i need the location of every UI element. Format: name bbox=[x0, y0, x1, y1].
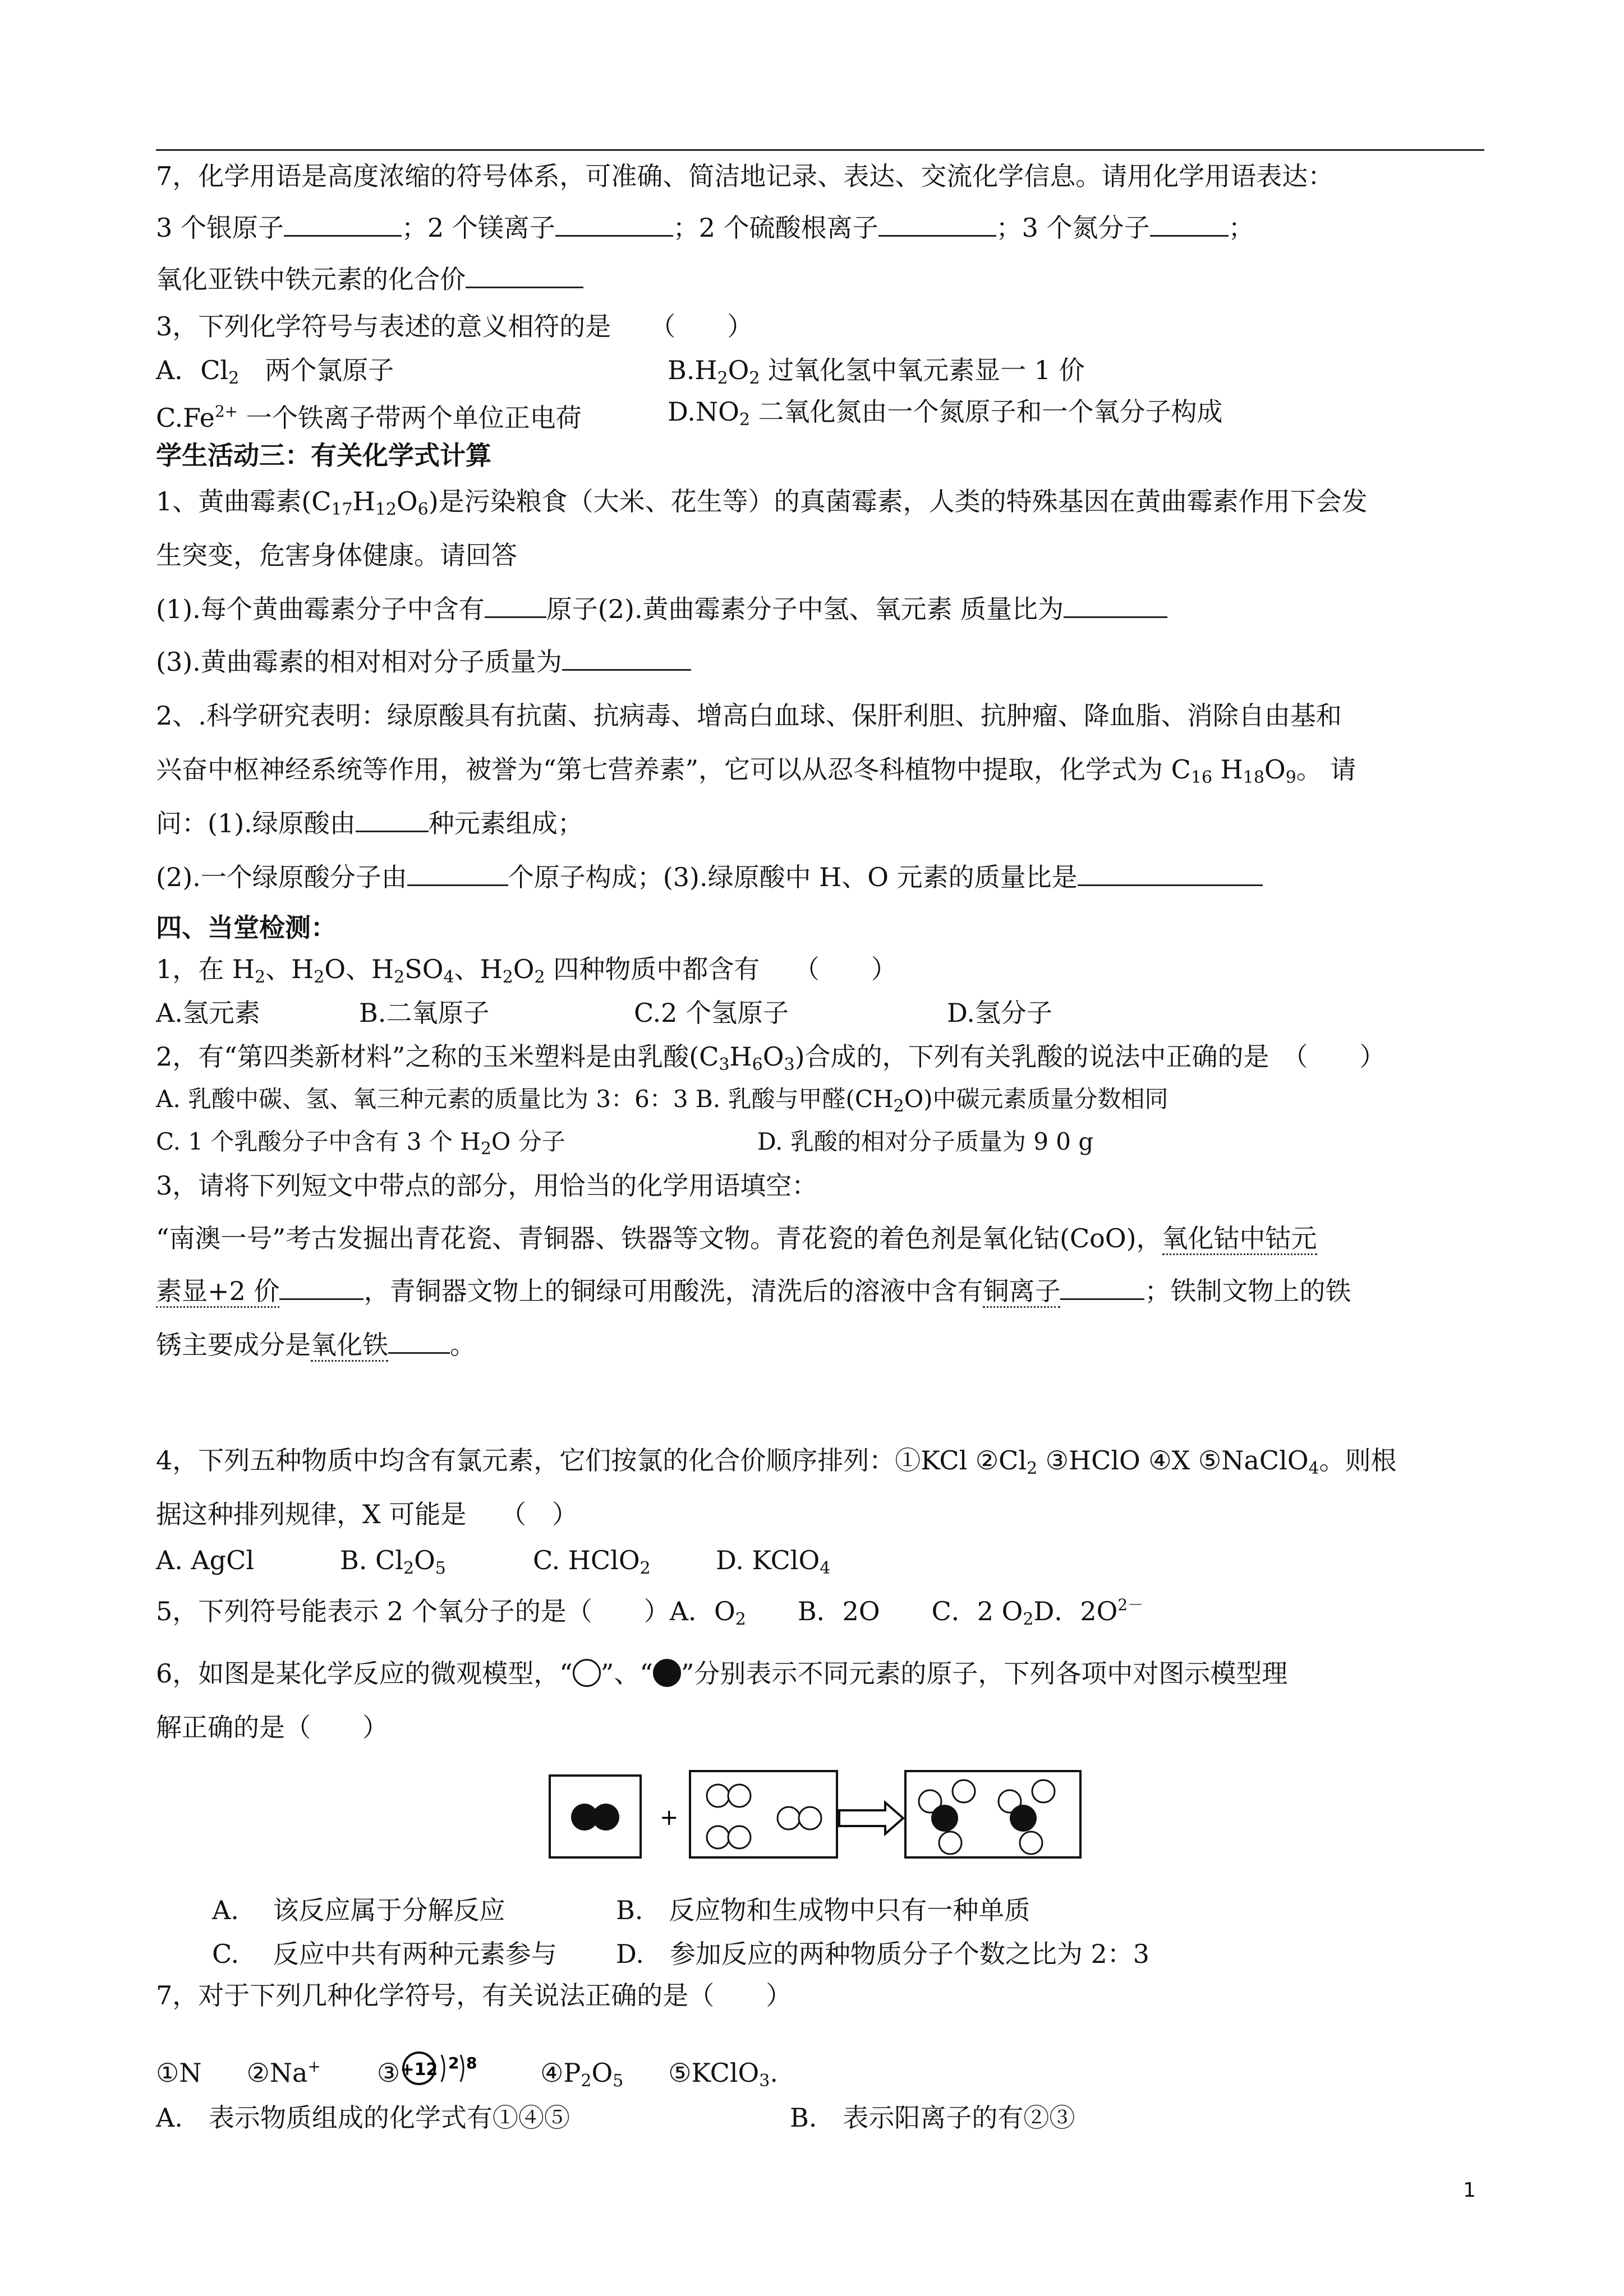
open-atom bbox=[799, 1807, 821, 1829]
text-line: 3，下列化学符号与表述的意义相符的是 （ ） bbox=[156, 311, 753, 342]
text-line: 问：(1).绿原酸由 种元素组成； bbox=[156, 808, 583, 838]
text-line: 1，在 $H_2$、$H_2O$、$H_2SO_4$、$H_2O_2$ 四种物质中都含有 （ ） bbox=[156, 954, 897, 987]
header-rule bbox=[156, 149, 1484, 151]
text-line: $C.Fe^{2+}$ 一个铁离子带两个单位正电荷 bbox=[156, 402, 582, 433]
open-atom bbox=[1020, 1832, 1042, 1854]
text-line: 生突变，危害身体健康。请回答 bbox=[156, 540, 517, 570]
option-line: C. HClO$_2$ bbox=[533, 1545, 651, 1578]
text-line: 素显+2 价 ，青铜器文物上的铜绿可用酸洗，清洗后的溶液中含有铜离子 ；铁制文物上的铁 bbox=[156, 1275, 1351, 1307]
section-title: 四、当堂检测： bbox=[156, 912, 337, 943]
option-line: B. 表示阳离子的有②③ bbox=[790, 2103, 1075, 2133]
text-line: 1、黄曲霉素$(C_{17}H_{12}O_6)$是污染粮食（大米、花生等）的真菌霉素，人类的特殊基因在黄曲霉素作用下会发 bbox=[156, 486, 1368, 519]
text-line: ①N ②Na+ ③ +12 2 8 $④P_2O_5$ ⑤KClO$_3$. bbox=[156, 2048, 778, 2097]
option-line: A. AgCl bbox=[156, 1545, 255, 1575]
option-line: B. $Cl_2O_5$ bbox=[340, 1545, 446, 1578]
open-atom bbox=[1032, 1780, 1055, 1802]
text-line: “南澳一号”考古发掘出青花瓷、青铜器、铁器等文物。青花瓷的着色剂是氧化钴(CoO)，氧化钴中钴元 bbox=[156, 1223, 1317, 1254]
filled-atom bbox=[1010, 1805, 1037, 1832]
option-line: A. 该反应属于分解反应 bbox=[212, 1895, 505, 1925]
text-line: 氧化亚铁中铁元素的化合价 bbox=[156, 264, 583, 295]
option-line: D.氢分子 bbox=[947, 998, 1052, 1028]
text-line: 3，请将下列短文中带点的部分，用恰当的化学用语填空： bbox=[156, 1170, 818, 1201]
option-line: C.2 个氢原子 bbox=[634, 998, 789, 1028]
answer-blank[interactable] bbox=[1060, 1276, 1144, 1300]
open-atom bbox=[707, 1826, 729, 1848]
option-line: B. 反应物和生成物中只有一种单质 bbox=[616, 1895, 1030, 1925]
svg-text:8: 8 bbox=[466, 2054, 477, 2072]
text-line: $B.H_2O_2$ 过氧化氢中氧元素显一 1 价 bbox=[668, 355, 1085, 388]
page-number: 1 bbox=[1463, 2179, 1476, 2202]
answer-blank[interactable] bbox=[562, 647, 691, 671]
text-line: 解正确的是（ ） bbox=[156, 1712, 388, 1742]
text-line: 2，有“第四类新材料”之称的玉米塑料是由乳酸$(C_3H_6O_3)$合成的，下列有关乳酸的说法中正确的是 （ ） bbox=[156, 1041, 1386, 1075]
answer-blank[interactable] bbox=[284, 213, 402, 237]
open-atom bbox=[953, 1780, 975, 1802]
answer-blank[interactable] bbox=[485, 594, 546, 618]
open-atom bbox=[728, 1826, 751, 1848]
option-line: D. 参加反应的两种物质分子个数之比为 2：3 bbox=[616, 1939, 1150, 1969]
plus-sign: + bbox=[660, 1805, 679, 1831]
reaction-arrow bbox=[839, 1802, 903, 1834]
product-box bbox=[905, 1771, 1080, 1857]
option-line: D. KClO$_4$ bbox=[716, 1545, 831, 1578]
option-line: A.氢元素 bbox=[156, 998, 260, 1028]
reaction-model-diagram bbox=[549, 1767, 1098, 1862]
text-line: C. 1 个乳酸分子中含有 3 个 $H_2O$ 分子 bbox=[156, 1128, 565, 1159]
filled-atom-icon bbox=[653, 1659, 681, 1687]
text-line: 6，如图是某化学反应的微观模型，“ ”、“ ”分别表示不同元素的原子，下列各项中对图示模型理 bbox=[156, 1658, 1288, 1689]
text-line: 7，化学用语是高度浓缩的符号体系，可准确、简洁地记录、表达、交流化学信息。请用化学用语表达： bbox=[156, 161, 1334, 191]
text-line: $D.NO_2$ 二氧化氮由一个氮原子和一个氧分子构成 bbox=[668, 397, 1223, 430]
text-line: 据这种排列规律，X 可能是 （ ） bbox=[156, 1499, 578, 1529]
svg-text:2: 2 bbox=[448, 2054, 459, 2072]
text-line: A．$Cl_2$ 两个氯原子 bbox=[156, 355, 394, 388]
text-line: 3 个银原子 ；2 个镁离子 ；2 个硫酸根离子 ；3 个氮分子 ； bbox=[156, 213, 1254, 243]
filled-atom bbox=[592, 1804, 619, 1831]
open-atom bbox=[778, 1807, 800, 1829]
text-line: 7，对于下列几种化学符号，有关说法正确的是（ ） bbox=[156, 1980, 792, 2011]
text-line: 4，下列五种物质中均含有氯元素，它们按氯的化合价顺序排列：①KCl $②Cl_2$ ③HClO ④X ⑤NaClO$_4$。则根 bbox=[156, 1445, 1397, 1478]
open-atom bbox=[728, 1785, 751, 1807]
answer-blank[interactable] bbox=[388, 1330, 450, 1354]
text-line: 5，下列符号能表示 2 个氧分子的是（ ）A．$O_2$ B．2O C．2 $O_2D$．$2O^{2-}$ bbox=[156, 1596, 1144, 1629]
open-atom-icon bbox=[573, 1659, 601, 1687]
svg-text:+12: +12 bbox=[400, 2060, 438, 2080]
option-line: B.二氧原子 bbox=[359, 998, 490, 1028]
answer-blank[interactable] bbox=[1150, 213, 1229, 237]
text-line: D. 乳酸的相对分子质量为 9 0 g bbox=[757, 1128, 1094, 1155]
open-atom bbox=[707, 1785, 729, 1807]
answer-blank[interactable] bbox=[1064, 594, 1167, 618]
text-line: 2、.科学研究表明：绿原酸具有抗菌、抗病毒、增高白血球、保肝利胆、抗肿瘤、降血脂、消除自由基和 bbox=[156, 700, 1342, 731]
answer-blank[interactable] bbox=[1078, 862, 1263, 886]
option-line: C. 反应中共有两种元素参与 bbox=[212, 1939, 557, 1969]
atom-structure-icon bbox=[400, 2048, 479, 2090]
answer-blank[interactable] bbox=[878, 213, 996, 237]
text-line: 兴奋中枢神经系统等作用，被誉为“第七营养素”，它可以从忍冬科植物中提取，化学式为 $C_{16}$ $H_{18}O_9$。 请 bbox=[156, 754, 1356, 787]
text-line: A. 乳酸中碳、氢、氧三种元素的质量比为 3：6：3 B. 乳酸与甲醛$(CH_2O)$中碳元素质量分数相同 bbox=[156, 1085, 1168, 1116]
section-title: 学生活动三：有关化学式计算 bbox=[156, 440, 491, 471]
text-line: (3).黄曲霉素的相对相对分子质量为 bbox=[156, 646, 691, 677]
open-atom bbox=[939, 1832, 961, 1854]
answer-blank[interactable] bbox=[466, 264, 583, 288]
text-line: (2).一个绿原酸分子由 个原子构成；(3).绿原酸中 H、O 元素的质量比是 bbox=[156, 861, 1263, 893]
option-line: A. 表示物质组成的化学式有①④⑤ bbox=[156, 2103, 570, 2133]
answer-blank[interactable] bbox=[407, 862, 508, 886]
text-line: 锈主要成分是氧化铁 。 bbox=[156, 1329, 476, 1361]
filled-atom bbox=[931, 1805, 958, 1832]
text-line: (1).每个黄曲霉素分子中含有 原子(2).黄曲霉素分子中氢、氧元素 质量比为 bbox=[156, 593, 1167, 625]
answer-blank[interactable] bbox=[356, 808, 429, 832]
answer-blank[interactable] bbox=[279, 1276, 364, 1300]
answer-blank[interactable] bbox=[555, 213, 673, 237]
